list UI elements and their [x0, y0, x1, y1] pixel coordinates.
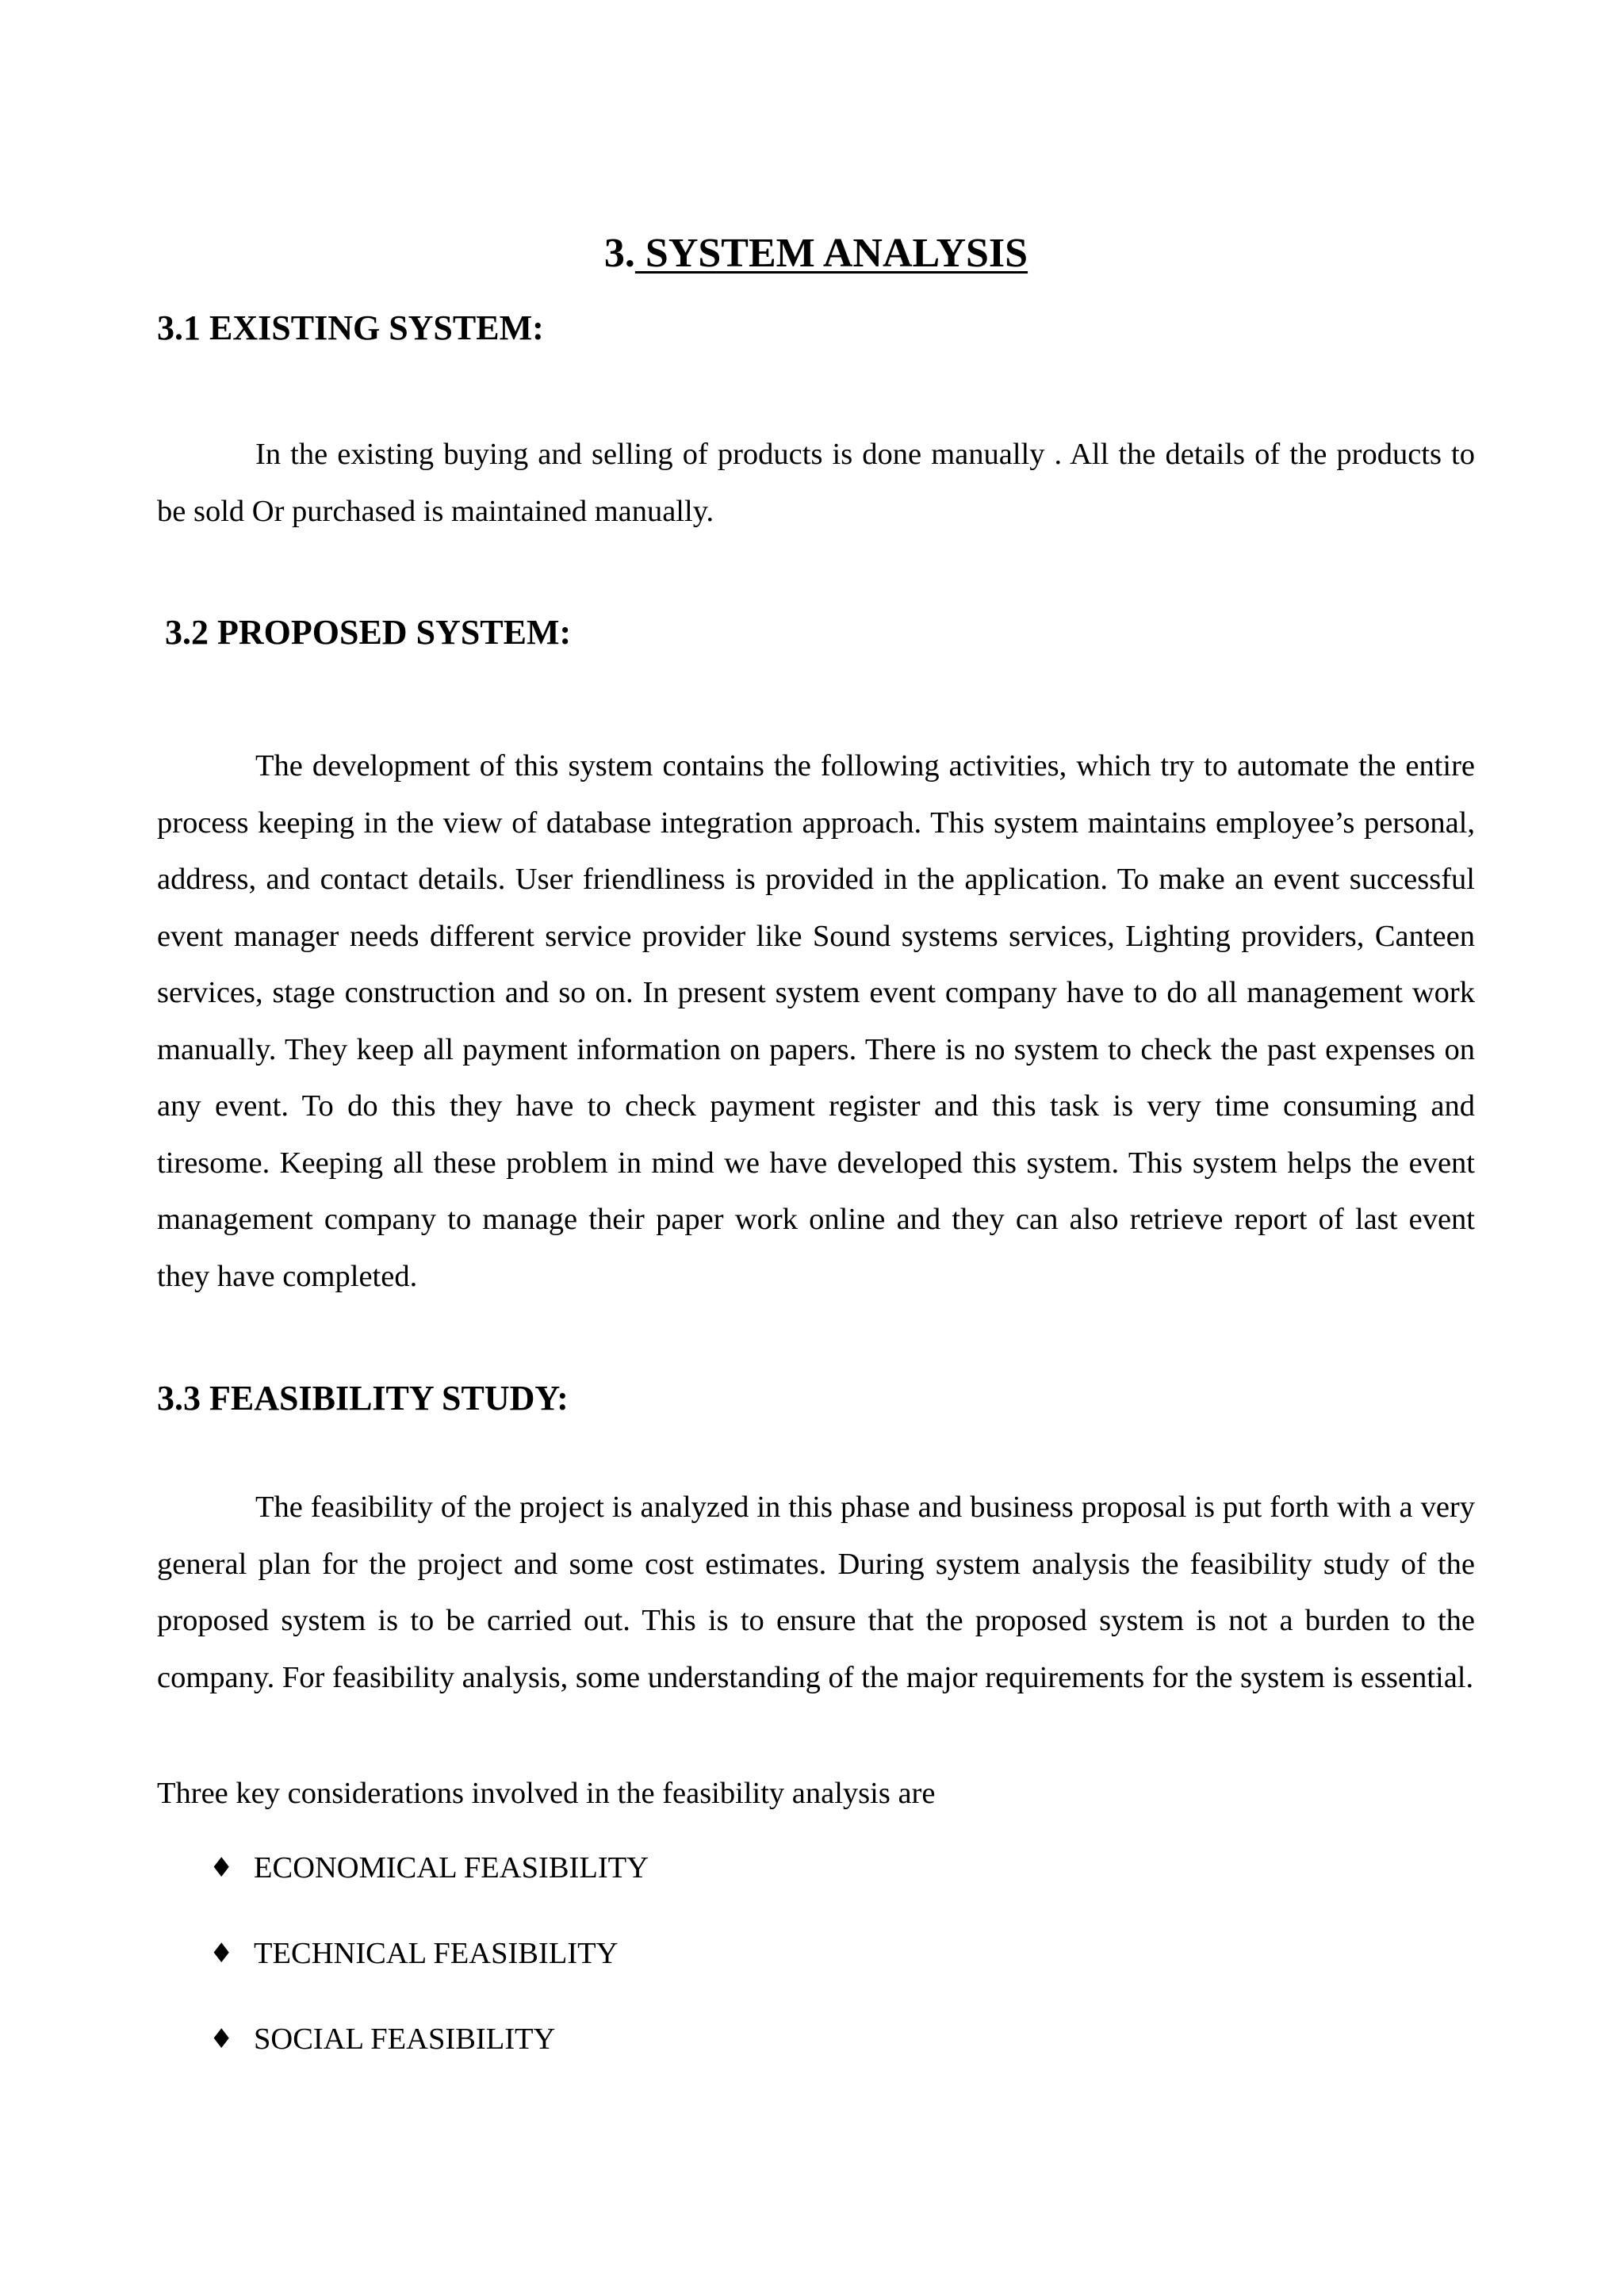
document-page — [157, 0, 1475, 2296]
list-item-label: TECHNICAL FEASIBILITY — [254, 1937, 619, 1970]
list-item — [209, 1846, 649, 1931]
section-heading-existing-system: 3.1 EXISTING SYSTEM: — [157, 308, 544, 347]
list-item — [209, 1931, 649, 2017]
list-item-label: ECONOMICAL FEASIBILITY — [254, 1851, 649, 1885]
page-title — [157, 228, 1475, 279]
section-paragraph-proposed-system: The development of this system contains the following activities, which try to automate the entire process keeping in the view of database integration approach. This system maintains employee’s personal, address, and contact details. User friendliness is provided in the application. To make an event successful event manager needs different service provider like Sound systems services, Lighting providers, Canteen services, stage construction and so on. In present system event company have to do all management work manually. They keep all payment information on papers. There is no system to check the past expenses on any event. To do this they have to check payment register and this task is very time consuming and tiresome. Keeping all these problem in mind we have developed this system. This system helps the event management company to manage their paper work online and they can also retrieve report of last event they have completed. — [157, 749, 1475, 1293]
list-item-label: SOCIAL FEASIBILITY — [254, 2022, 556, 2056]
diamond-bullet-icon: ♦ — [209, 2023, 234, 2055]
section-heading-feasibility-study: 3.3 FEASIBILITY STUDY: — [157, 1379, 569, 1418]
title-number: 3. — [603, 231, 635, 276]
section-paragraph-existing-system: In the existing buying and selling of products is done manually . All the details of the products to be sold Or purchased is maintained manually. — [157, 438, 1475, 528]
section-paragraph-feasibility-study: The feasibility of the project is analyzed in this phase and business proposal is put forth with a very general plan for the project and some cost estimates. During system analysis the feasibility study of the proposed system is to be carried out. This is to ensure that the proposed system is not a burden to the company. For feasibility analysis, some understanding of the major requirements for the system is essential. — [157, 1490, 1475, 1694]
title-text: SYSTEM ANALYSIS — [634, 231, 1028, 276]
feasibility-intro-text: Three key considerations involved in the feasibility analysis are — [157, 1777, 936, 1810]
feasibility-list — [209, 1846, 649, 2103]
section-heading-proposed-system: 3.2 PROPOSED SYSTEM: — [165, 613, 572, 652]
diamond-bullet-icon: ♦ — [209, 1852, 234, 1884]
diamond-bullet-icon: ♦ — [209, 1938, 234, 1969]
list-item — [209, 2017, 649, 2103]
